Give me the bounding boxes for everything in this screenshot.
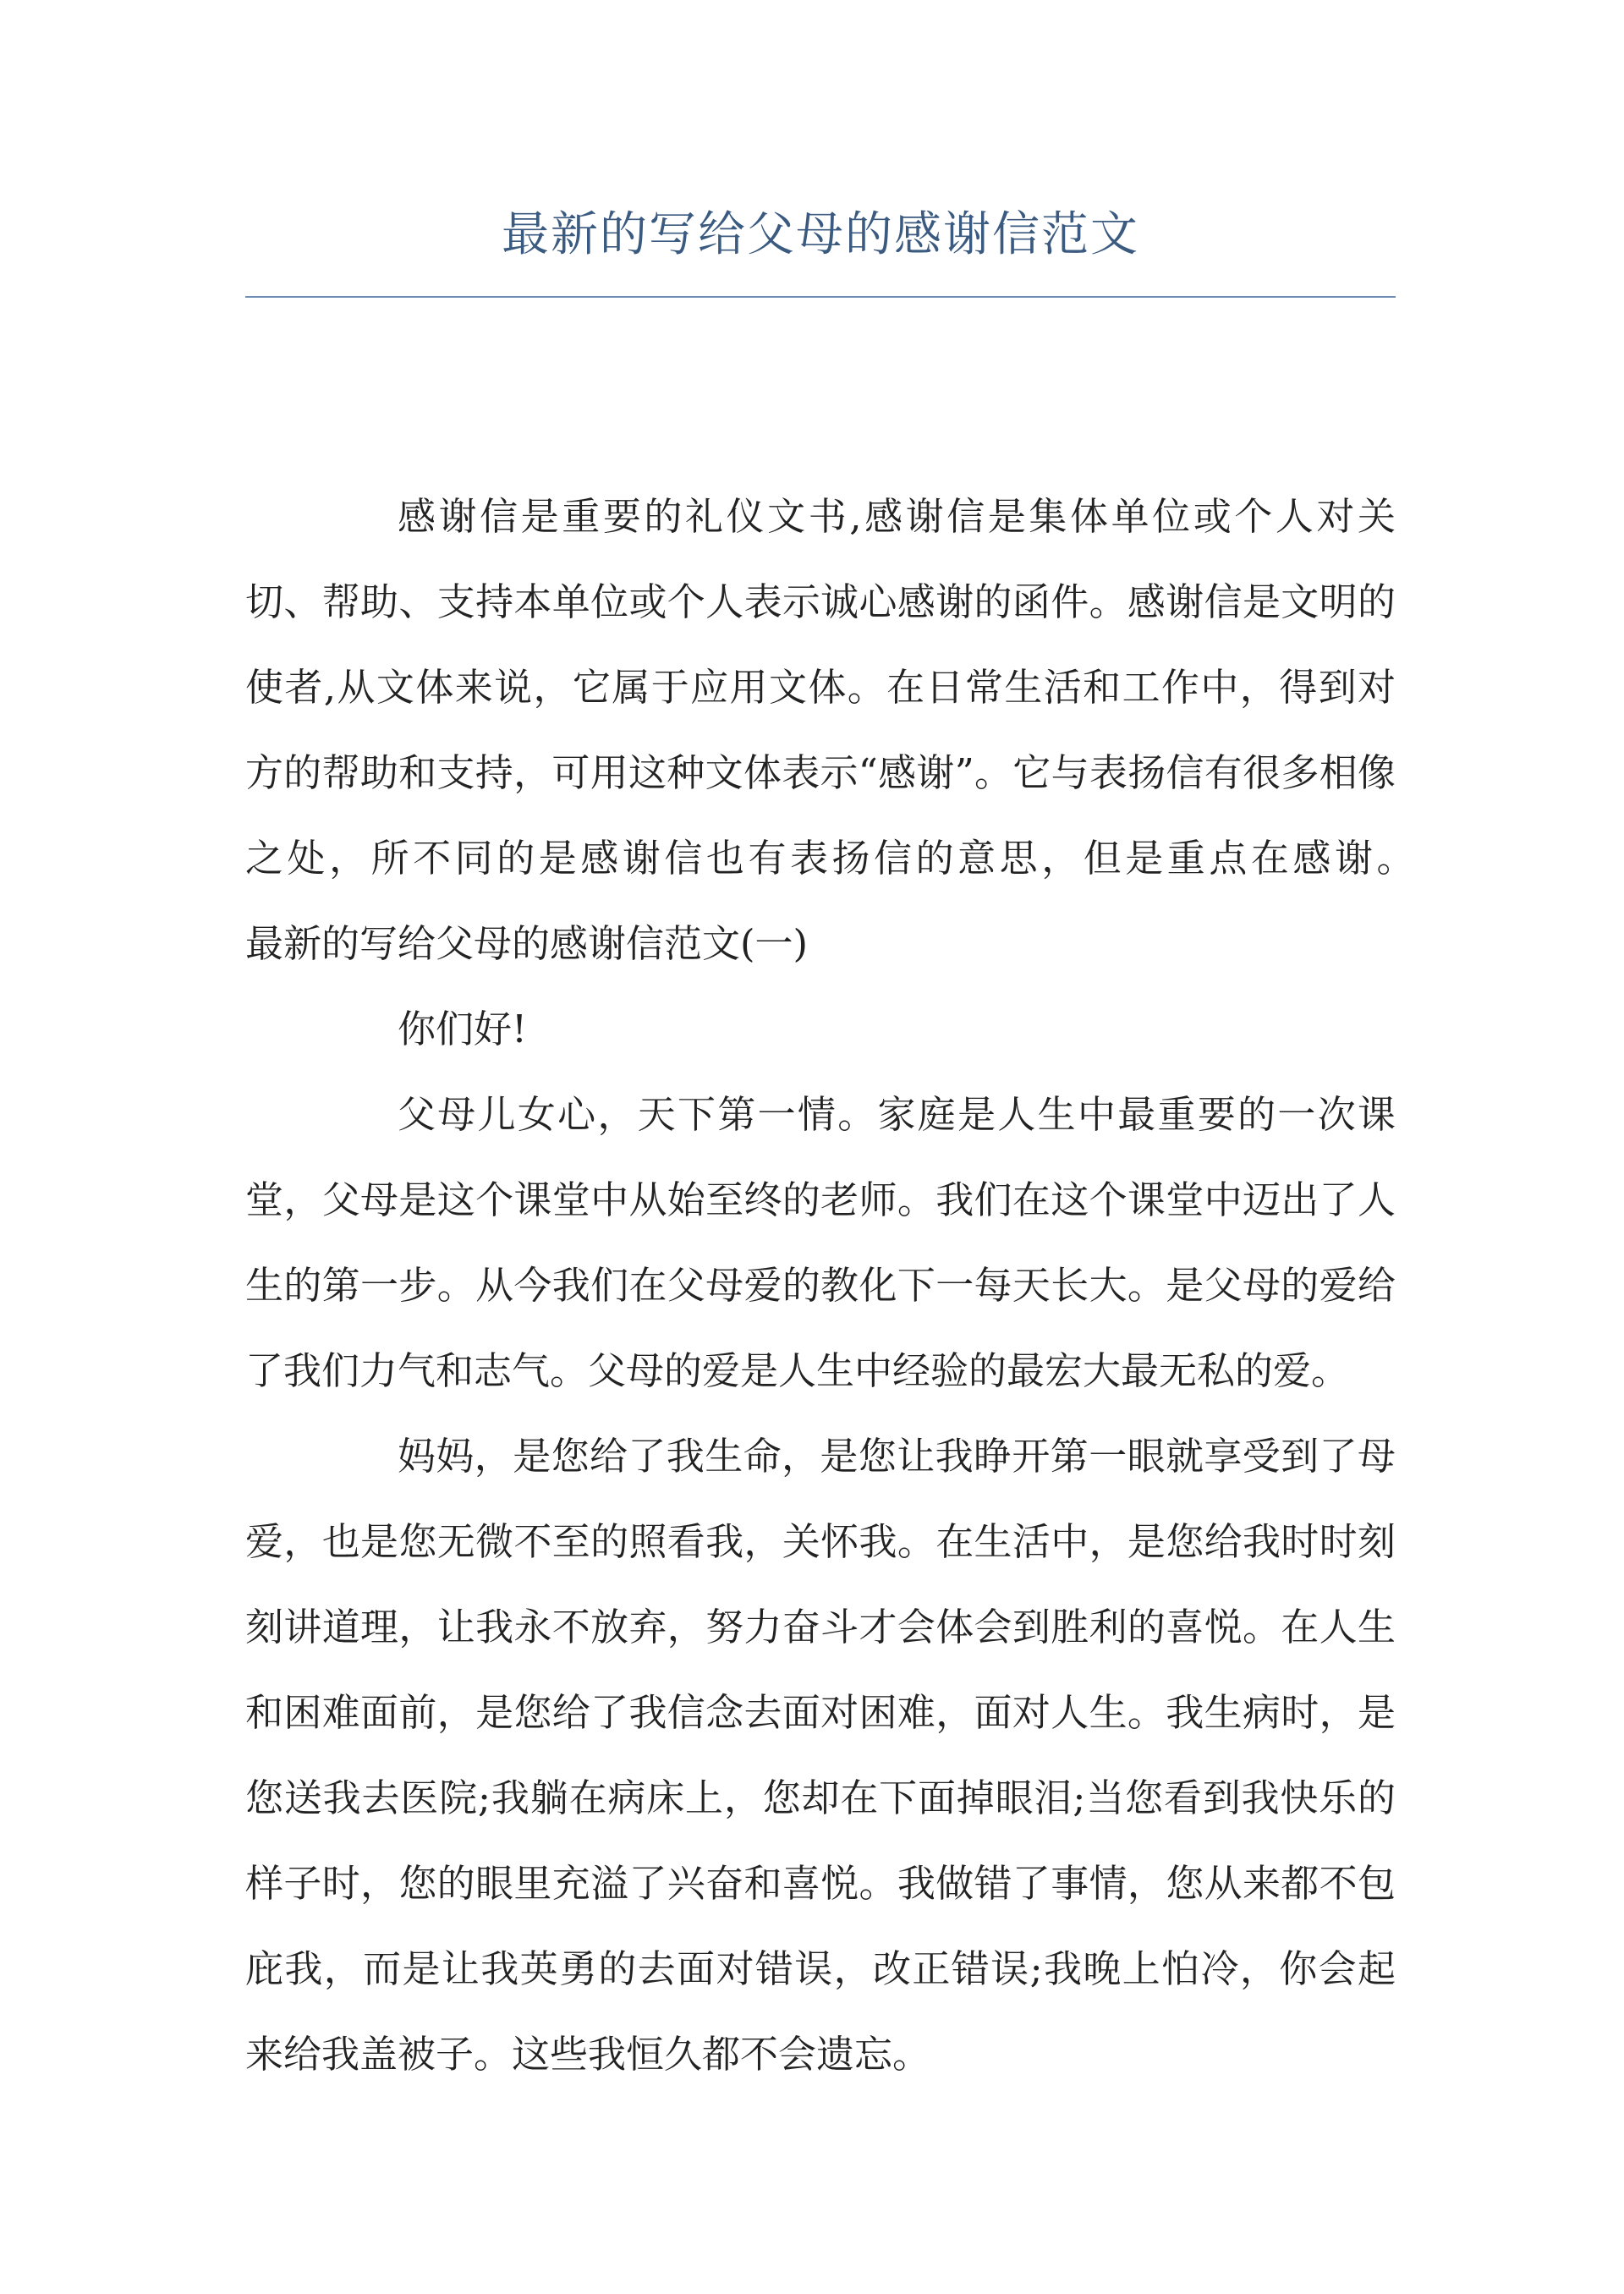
paragraph-parents-love: 父母儿女心，天下第一情。家庭是人生中最重要的一次课堂，父母是这个课堂中从始至终的老师。我们在这个课堂中迈出了人生的第一步。从今我们在父母爱的教化下一每天长大。是父母的爱给了我们力气和志气。父母的爱是人生中经验的最宏大最无私的爱。 (245, 1092, 1396, 1393)
document-title: 最新的写给父母的感谢信范文 (502, 207, 1139, 262)
paragraph-intro: 感谢信是重要的礼仪文书,感谢信是集体单位或个人对关切、帮助、支持本单位或个人表示诚心感谢的函件。感谢信是文明的使者,从文体来说，它属于应用文体。在日常生活和工作中，得到对方的帮助和支持，可用这种文体表示“感谢”。它与表扬信有很多相像之处，所不同的是感谢信也有表扬信的意思，但是重点在感谢。 最新的写给父母的感谢信范文(一) (245, 494, 1549, 966)
document-body (245, 474, 1549, 2097)
paragraph-greeting: 你们好! (398, 1007, 528, 1051)
paragraph-mother: 妈妈，是您给了我生命，是您让我睁开第一眼就享受到了母爱，也是您无微不至的照看我，关怀我。在生活中，是您给我时时刻刻讲道理，让我永不放弃，努力奋斗才会体会到胜利的喜悦。在人生和困难面前，是您给了我信念去面对困难，面对人生。我生病时，是您送我去医院;我躺在病床上，您却在下面掉眼泪;当您看到我快乐的样子时，您的眼里充溢了兴奋和喜悦。我做错了事情，您从来都不包庇我，而是让我英勇的去面对错误，改正错误;我晚上怕冷，你会起来给我盖被子。这些我恒久都不会遗忘。 (245, 1434, 1396, 2077)
title-divider (245, 296, 1396, 298)
